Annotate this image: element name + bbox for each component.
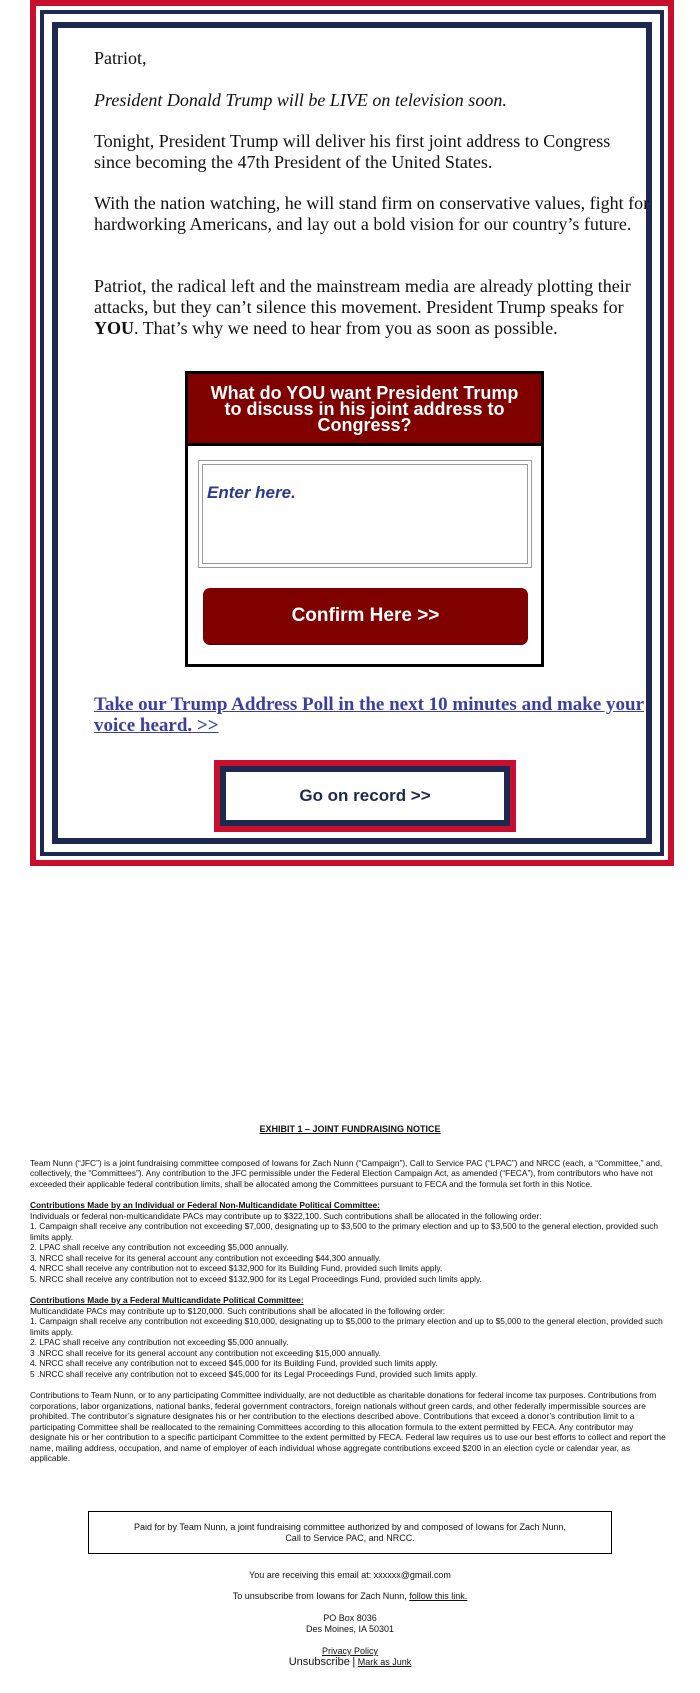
paid-for-disclaimer: Paid for by Team Nunn, a joint fundraising committee authorized by and composed of Iowans for Zach Nunn, Call to Service PAC, and NRCC. <box>88 1511 612 1554</box>
notice-line: 3 .NRCC shall receive for its general account any contribution not exceeding $15,000 annually. <box>30 1347 381 1358</box>
notice-line: 4. NRCC shall receive any contribution not to exceed $45,000 for its Building Fund, provided such limits apply. <box>30 1358 438 1368</box>
notice-intro: Team Nunn (“JFC”) is a joint fundraising committee composed of Iowans for Zach Nunn (“Campaign”), Call to Service PAC (“LPAC”) and NRCC (each, a “Committee,” and, collectively, the “Committees”). Any contribution to the JFC permissible under the Federal Election Campaign Act, as amended (“FECA”), from contributors who have not exceeded their applicable federal contribution limits, shall be allocated among the Committees pursuant to FECA and the formula set forth in this Notice. <box>30 1157 663 1189</box>
notice-title: EXHIBIT 1 – JOINT FUNDRAISING NOTICE <box>259 1124 441 1134</box>
notice-line: Multicandidate PACs may contribute up to $120,000. Such contributions shall be allocated in the following order: <box>30 1305 446 1316</box>
notice-line: 2. LPAC shall receive any contribution not exceeding $5,000 annually. <box>30 1242 289 1252</box>
notice-line: Individuals or federal non-multicandidate PACs may contribute up to $322,100. Such contributions shall be allocated in the following order: <box>30 1210 542 1221</box>
survey-answer-input[interactable] <box>198 460 532 568</box>
separator: | <box>352 1656 356 1668</box>
headline: President Donald Trump will be LIVE on television soon. <box>94 90 507 110</box>
mark-as-junk-link[interactable]: Mark as Junk <box>357 1657 412 1667</box>
notice-line: 1. Campaign shall receive any contribution not exceeding $10,000, designating up to $5,000 to the primary election and up to $5,000 to the general election, provided such limits apply. <box>30 1316 663 1337</box>
paragraph-1: Tonight, President Trump will deliver his first joint address to Congress since becoming the 47th President of the United States. <box>94 131 611 172</box>
confirm-button[interactable]: Confirm Here >> <box>203 588 528 644</box>
paragraph-3: Patriot, the radical left and the mainstream media are already plotting their attacks, but they can’t silence this movement. President Trump speaks for YOU. That’s why we need to hear from you as soon as possible. <box>94 276 631 338</box>
privacy-policy-link: Privacy Policy <box>321 1646 378 1656</box>
notice-line: 5. NRCC shall receive any contribution not to exceed $132,900 for its Legal Proceedings Fund, provided such limits apply. <box>30 1273 482 1284</box>
po-box: PO Box 8036 <box>323 1613 377 1623</box>
go-on-record-label[interactable]: Go on record >> <box>226 772 504 820</box>
unsubscribe-link[interactable]: follow this link. <box>409 1591 468 1601</box>
poll-link[interactable]: Take our Trump Address Poll in the next 10 minutes and make your voice heard. >> <box>94 694 645 736</box>
joint-fundraising-notice <box>30 1124 670 1464</box>
greeting: Patriot, <box>94 48 147 68</box>
notice-line: 4. NRCC shall receive any contribution not to exceed $132,900 for its Building Fund, provided such limits apply. <box>30 1263 443 1273</box>
individual-section <box>30 1200 670 1284</box>
survey-question: What do YOU want President Trump to discuss in his joint address to Congress? <box>188 374 541 446</box>
individual-heading: Contributions Made by an Individual or Federal Non-Multicandidate Political Committee: <box>30 1200 380 1210</box>
city-address: Des Moines, IA 50301 <box>305 1624 395 1634</box>
multicandidate-section <box>30 1295 670 1379</box>
notice-line: 2. LPAC shall receive any contribution not exceeding $5,000 annually. <box>30 1337 289 1347</box>
receiving-notice: You are receiving this email at: xxxxxx@gmail.com <box>249 1570 451 1580</box>
email-body <box>58 28 650 838</box>
email-border-red <box>30 0 674 866</box>
notice-line: 1. Campaign shall receive any contribution not exceeding $7,000, designating up to $3,500 to the primary election and up to $3,500 to the general election, provided such limits apply. <box>30 1221 659 1242</box>
survey-box <box>185 371 544 667</box>
notice-line: 3. NRCC shall receive for its general account any contribution not exceeding $44,300 annually. <box>30 1252 381 1263</box>
survey-placeholder[interactable]: Enter here. <box>202 464 528 564</box>
unsubscribe-button[interactable]: Unsubscribe <box>288 1656 350 1668</box>
unsubscribe-notice: To unsubscribe from Iowans for Zach Nunn, follow this link. <box>232 1591 468 1601</box>
footer-links <box>0 1657 700 1668</box>
go-on-record-button[interactable] <box>214 760 516 832</box>
multicandidate-heading: Contributions Made by a Federal Multicandidate Political Committee: <box>30 1295 304 1305</box>
notice-closing: Contributions to Team Nunn, or to any participating Committee individually, are not deductible as charitable donations for federal income tax purposes. Contributions from corporations, labor organizations, national banks, federal government contractors, foreign nationals without green cards, and other federally impermissible sources are prohibited. The contributor’s signature designates his or her contribution to the elections described above. Contributions that exceed a donor’s contribution limit to a participating Committee shall be reallocated to the remaining Committees according to this allocation formula to the extent permitted by FECA. Any contributor may designate his or her contribution to a specific participant Committee to the extent permitted by FECA. Federal law requires us to use our best efforts to collect and report the name, mailing address, occupation, and name of employer of each individual whose aggregate contributions exceed $200 in an election cycle or calendar year, as applicable. <box>30 1390 666 1463</box>
paragraph-2: With the nation watching, he will stand firm on conservative values, fight for hardworking Americans, and lay out a bold vision for our country’s future. <box>94 193 650 234</box>
notice-line: 5 .NRCC shall receive any contribution not to exceed $45,000 for its Legal Proceedings Fund, provided such limits apply. <box>30 1368 478 1379</box>
